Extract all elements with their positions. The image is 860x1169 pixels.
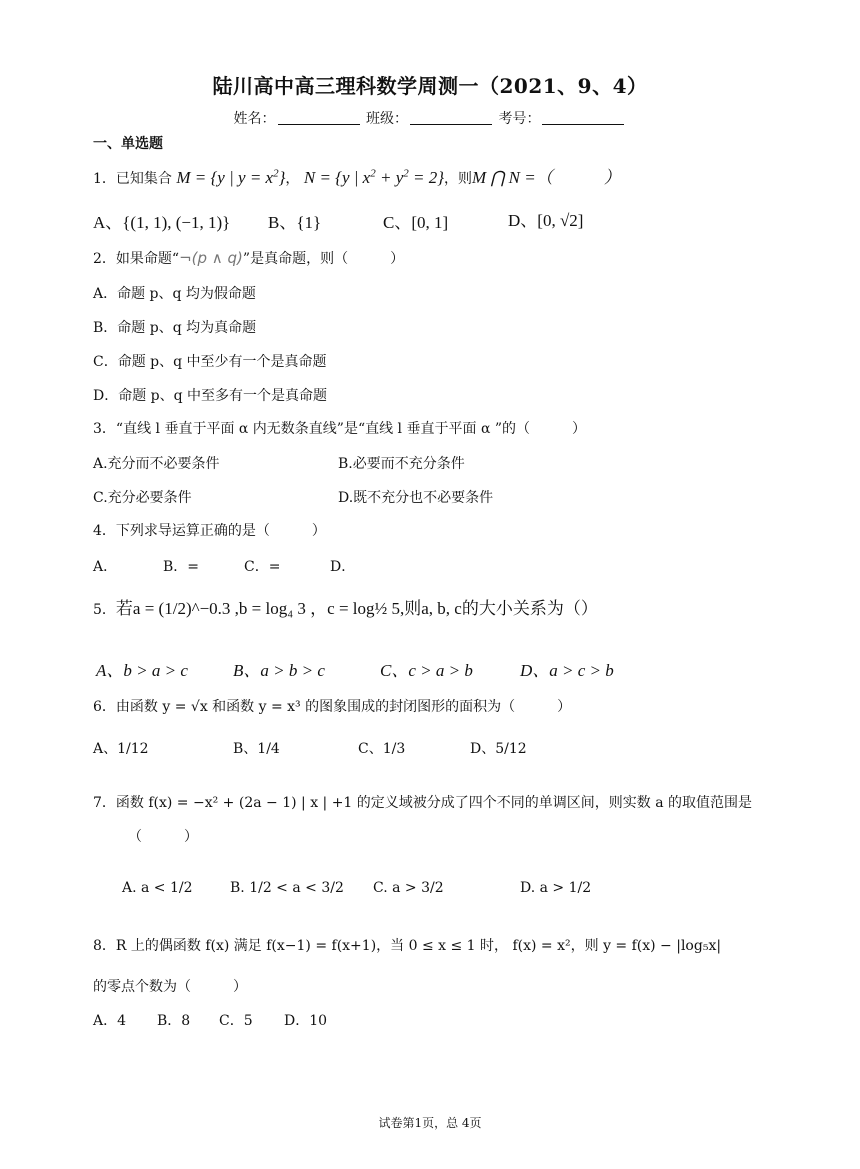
q6-option-b[interactable]: B、1/4 bbox=[233, 741, 280, 757]
q4-option-b[interactable]: B．= bbox=[163, 559, 200, 575]
student-info-line bbox=[0, 108, 860, 128]
q5-option-b[interactable]: B、a > b > c bbox=[233, 661, 325, 680]
q8-option-b[interactable]: B．8 bbox=[157, 1013, 191, 1029]
q5-option-a[interactable]: A、b > a > c bbox=[96, 661, 188, 680]
question-2: 2．如果命题“¬(p ∧ q)”是真命题，则（ ） bbox=[93, 249, 405, 267]
q4-option-c[interactable]: C．= bbox=[244, 559, 281, 575]
q7-option-a[interactable]: A. a < 1/2 bbox=[122, 880, 193, 896]
q7-option-b[interactable]: B. 1/2 < a < 3/2 bbox=[230, 880, 344, 896]
question-4: 4．下列求导运算正确的是（ ） bbox=[93, 523, 326, 539]
class-label: 班级： bbox=[366, 111, 408, 127]
negation-symbol: ¬(p ∧ q) bbox=[179, 249, 243, 267]
q1-option-d[interactable]: D、[0, √2] bbox=[508, 211, 584, 230]
q1-option-c[interactable]: C、[0, 1] bbox=[383, 213, 449, 232]
q2-option-b[interactable]: B．命题 p、q 均为真命题 bbox=[93, 320, 257, 336]
page-footer: 试卷第1页，总 4页 bbox=[378, 1116, 482, 1130]
exam-no-blank[interactable] bbox=[542, 110, 624, 125]
set-n: N = {y | $x^2 + y^2 = 2$} bbox=[303, 167, 445, 187]
q3-option-c[interactable]: C.充分必要条件 bbox=[93, 490, 192, 506]
exam-title: 陆川高中高三理科数学周测一（2021、9、4） bbox=[212, 74, 648, 98]
question-8: 8．R 上的偶函数 f(x) 满足 f(x−1) = f(x+1)，当 0 ≤ x ≤ 1 时， f(x) = x²，则 y = f(x) − |log₅x| bbox=[93, 938, 722, 954]
question-1: 1．已知集合 M = {y | $y = x^2$}， N = {y | $x^2 + y^2 = 2$}，则M ⋂ N =（ ） bbox=[93, 167, 621, 187]
q8-option-a[interactable]: A．4 bbox=[93, 1013, 127, 1029]
q8-option-d[interactable]: D．10 bbox=[284, 1013, 328, 1029]
q7-option-c[interactable]: C. a > 3/2 bbox=[373, 880, 444, 896]
question-8-cont: 的零点个数为（ ） bbox=[93, 979, 247, 995]
q5-option-c[interactable]: C、c > a > b bbox=[380, 661, 473, 680]
q7-option-d[interactable]: D. a > 1/2 bbox=[520, 880, 592, 896]
set-m: M = {y | $y = x^2$} bbox=[176, 167, 286, 187]
q6-option-a[interactable]: A、1/12 bbox=[93, 741, 149, 757]
name-label: 姓名： bbox=[233, 111, 276, 127]
q3-option-d[interactable]: D.既不充分也不必要条件 bbox=[338, 490, 494, 506]
q7-paren: （ ） bbox=[128, 829, 198, 845]
question-6: 6．由函数 y = √x 和函数 y = x³ 的图象围成的封闭图形的面积为（ ） bbox=[93, 699, 572, 715]
class-blank[interactable] bbox=[410, 110, 492, 125]
question-7: 7．函数 f(x) = −x² + (2a − 1) | x | +1 的定义域被分成了四个不同的单调区间，则实数 a 的取值范围是 bbox=[93, 795, 753, 811]
q4-option-d[interactable]: D． bbox=[330, 559, 356, 575]
name-blank[interactable] bbox=[278, 110, 360, 125]
q1-option-a[interactable]: A、{(1, 1), (−1, 1)} bbox=[93, 213, 231, 232]
q6-option-c[interactable]: C、1/3 bbox=[358, 741, 406, 757]
q3-option-a[interactable]: A.充分而不必要条件 bbox=[93, 456, 220, 472]
q5-stem: 若a = (1/2)^−0.3 ,b = log₄ 3 ，c = log½ 5,则a, b, c的大小关系为（） bbox=[115, 599, 598, 618]
q1-option-b[interactable]: B、{1} bbox=[268, 213, 322, 232]
q2-option-a[interactable]: A．命题 p、q 均为假命题 bbox=[93, 286, 256, 302]
section-heading: 一、单选题 bbox=[93, 136, 163, 152]
q2-option-c[interactable]: C．命题 p、q 中至少有一个是真命题 bbox=[93, 354, 327, 370]
q8-option-c[interactable]: C．5 bbox=[219, 1013, 253, 1029]
exam-no-label: 考号： bbox=[498, 111, 541, 127]
q5-option-d[interactable]: D、a > c > b bbox=[520, 661, 614, 680]
q2-option-d[interactable]: D．命题 p、q 中至多有一个是真命题 bbox=[93, 388, 328, 404]
question-5: 5．若a = (1/2)^−0.3 ,b = log₄ 3 ，c = log½ 5,则a, b, c的大小关系为（） bbox=[93, 599, 598, 618]
question-3: 3．“直线 l 垂直于平面 α 内无数条直线”是“直线 l 垂直于平面 α ”的（ ） bbox=[93, 421, 586, 437]
q4-option-a[interactable]: A． bbox=[93, 559, 118, 575]
q6-option-d[interactable]: D、5/12 bbox=[470, 741, 527, 757]
q3-option-b[interactable]: B.必要而不充分条件 bbox=[338, 456, 465, 472]
